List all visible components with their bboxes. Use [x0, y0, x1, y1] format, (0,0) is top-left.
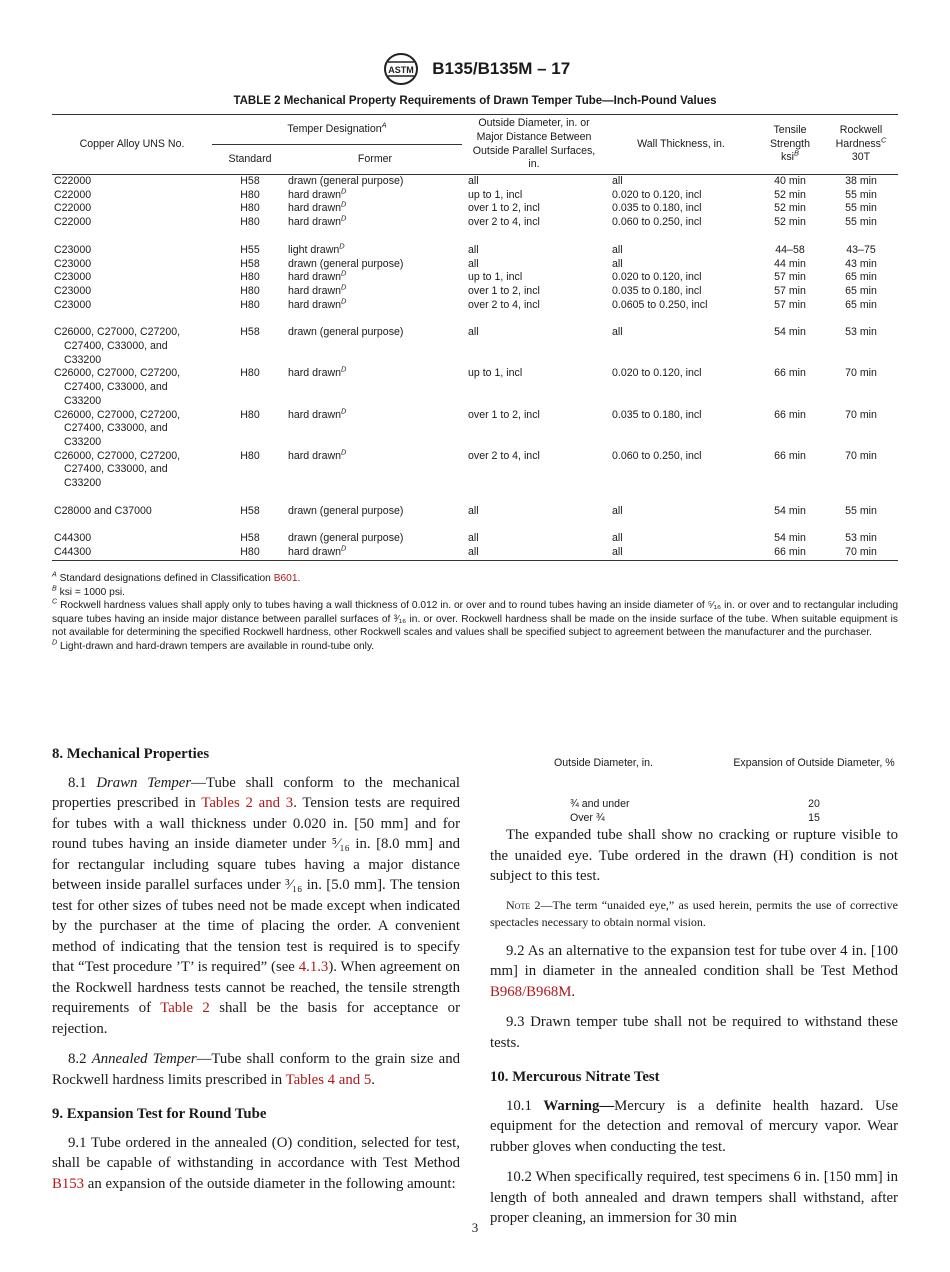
para-9-1: 9.1 Tube ordered in the annealed (O) condition, selected for test, shall be capable of withstanding in accordance with Test Method B153 an expansion of the outside diameter in the following amount:	[52, 1134, 460, 1192]
header-od: Outside Diameter, in. or Major Distance Between Outside Parallel Surfaces, in.	[472, 117, 596, 171]
cell-former: hard drawn$^D$	[288, 296, 347, 311]
cell-wall: 0.020 to 0.120, incl	[612, 367, 702, 380]
table-row	[52, 271, 898, 285]
cell-alloy: C44300	[54, 546, 92, 559]
svg-text:ASTM: ASTM	[388, 65, 414, 75]
cell-standard: H80	[240, 408, 260, 421]
cell-hardness: 70 min	[845, 367, 877, 380]
cell-former: drawn (general purpose)	[288, 175, 404, 187]
cell-tensile: 57 min	[774, 284, 806, 297]
expansion-table	[490, 744, 898, 825]
cell-wall: all	[612, 504, 623, 517]
cell-former: hard drawn$^D$	[288, 543, 347, 559]
cell-hardness: 53 min	[845, 532, 877, 545]
section-8-heading: 8. Mechanical Properties	[52, 746, 210, 762]
cell-od: up to 1, incl	[468, 271, 523, 284]
cell-wall: 0.035 to 0.180, incl	[612, 284, 702, 297]
cell-hardness: 70 min	[845, 546, 877, 559]
table-row	[52, 546, 898, 560]
table-row	[52, 216, 898, 230]
table-row	[52, 326, 898, 367]
cell-tensile: 52 min	[774, 216, 806, 229]
table-row	[52, 175, 898, 189]
cell-alloy: C23000	[54, 284, 92, 297]
cell-wall: all	[612, 546, 623, 559]
exp-header-expansion: Expansion of Outside Diameter, %	[733, 757, 895, 770]
exp-header-od: Outside Diameter, in.	[554, 757, 653, 770]
ref-4-1-3-link[interactable]: 4.1.3	[298, 959, 329, 975]
cell-tensile: 44–58	[775, 243, 805, 256]
cell-od: over 2 to 4, incl	[468, 216, 540, 229]
cell-hardness: 43–75	[846, 243, 876, 256]
cell-standard: H58	[240, 532, 260, 545]
cell-hardness: 55 min	[845, 188, 877, 201]
cell-standard: H80	[240, 188, 260, 201]
footnote-c: $^C$ Rockwell hardness values shall apply only to tubes having a wall thickness of 0.012 in. or over and to round tubes having an inside diameter of ⁵⁄₁₆ in. or over and to rectangular including square tubes having an inside major distance between parallel surfaces of ³⁄₁₆ in. or over. Rockwell hardness shall be made on the inside surface of the tube. When suitable equipment is not available for determining the specified Rockwell hardness, other Rockwell scales and values shall be specified subject to agreement between the manufacturer and the purchaser.	[52, 597, 898, 639]
ref-b601-link[interactable]: B601	[273, 573, 298, 584]
cell-tensile: 66 min	[774, 546, 806, 559]
cell-od: up to 1, incl	[468, 367, 523, 380]
cell-hardness: 53 min	[845, 326, 877, 339]
ref-tables-2-3-link[interactable]: Tables 2 and 3	[201, 795, 294, 811]
cell-wall: 0.020 to 0.120, incl	[612, 271, 702, 284]
section-9-heading: 9. Expansion Test for Round Tube	[52, 1106, 267, 1122]
standard-code: B135/B135M – 17	[432, 59, 571, 78]
cell-standard: H58	[240, 326, 260, 339]
cell-od: all	[468, 532, 479, 545]
table-row: ¾ and under 20	[570, 798, 820, 810]
table-row	[52, 189, 898, 203]
cell-former: hard drawn$^D$	[288, 268, 347, 284]
header-standard: Standard	[212, 145, 288, 175]
cell-tensile: 54 min	[774, 532, 806, 545]
mechanical-property-table	[52, 114, 898, 561]
cell-wall: all	[612, 532, 623, 545]
ref-tables-4-5-link[interactable]: Tables 4 and 5	[285, 1071, 372, 1088]
ref-b968-link[interactable]: B968/B968M	[490, 983, 572, 1000]
table-row	[52, 450, 898, 491]
cell-alloy: C28000 and C37000	[54, 504, 152, 517]
cell-former: hard drawn$^D$	[288, 447, 347, 462]
cell-standard: H80	[240, 449, 260, 462]
table-row	[52, 258, 898, 272]
cell-wall: 0.0605 to 0.250, incl	[612, 298, 708, 311]
cell-former: drawn (general purpose)	[288, 532, 404, 545]
cell-hardness: 70 min	[845, 408, 877, 421]
cell-wall: all	[612, 243, 623, 256]
cell-od: all	[468, 257, 479, 270]
right-column	[490, 744, 898, 1229]
cell-od: over 2 to 4, incl	[468, 449, 540, 462]
cell-standard: H58	[240, 257, 260, 270]
cell-standard: H58	[240, 504, 260, 517]
cell-od: all	[468, 546, 479, 559]
cell-hardness: 55 min	[845, 216, 877, 229]
cell-former: hard drawn$^D$	[288, 186, 347, 201]
cell-tensile: 40 min	[774, 175, 806, 187]
cell-wall: 0.020 to 0.120, incl	[612, 188, 702, 201]
header-rockwell: Rockwell Hardness$^C$ 30T	[835, 123, 887, 164]
cell-former: hard drawn$^D$	[288, 364, 347, 380]
cell-od: over 2 to 4, incl	[468, 298, 540, 311]
para-9-2: 9.2 As an alternative to the expansion test for tube over 4 in. [100 mm] in diameter in the annealed condition shall be Test Method B968/B968M.	[490, 942, 898, 1000]
para-8-1: 8.1 Drawn Temper—Tube shall conform to the mechanical properties prescribed in Tables 2 and 3. Tension tests are required for tubes with a wall thickness under 0.020 in. [50 mm] and for round tubes having an inside diameter under ⁵⁄₁₆ in. [8.0 mm] and for rectangular including square tubes having a major distance between inside parallel surfaces under ³⁄₁₆ in. [5.0 mm]. The tension test for other sizes of tubes need not be made except when indicated by the purchaser at the time of placing the order. A convenient method of indicating that the tension test is required is to specify that “Test procedure ’T’ is required” (see 4.1.3). When agreement on the Rockwell hardness tests cannot be reached, the tensile strength requirements of Table 2 shall be the basis for acceptance or rejection.	[52, 774, 461, 1037]
cell-former: hard drawn$^D$	[288, 406, 347, 421]
cell-former: hard drawn$^D$	[288, 282, 347, 297]
cell-tensile: 54 min	[774, 504, 806, 517]
footnote-d: $^D$ Light-drawn and hard-drawn tempers are available in round-tube only.	[52, 638, 375, 652]
cell-alloy: C23000	[54, 298, 92, 311]
cell-od: all	[468, 243, 479, 256]
cell-hardness: 65 min	[845, 298, 877, 311]
cell-hardness: 70 min	[845, 449, 877, 462]
para-10-1: 10.1 Warning—Mercury is a definite health hazard. Use equipment for the detection and removal of mercury vapor. Wear rubber gloves when conducting the test.	[490, 1097, 899, 1155]
cell-standard: H80	[240, 367, 260, 380]
cell-former: drawn (general purpose)	[288, 326, 404, 339]
footnote-b: $^B$ ksi = 1000 psi.	[52, 584, 126, 598]
cell-alloy: C23000	[54, 243, 92, 256]
cell-tensile: 44 min	[774, 257, 806, 270]
cell-alloy: C26000, C27000, C27200, C27400, C33000, and C33200	[54, 326, 181, 366]
table-row: Over ¾ 15	[570, 811, 820, 824]
cell-wall: all	[612, 326, 623, 339]
cell-former: drawn (general purpose)	[288, 257, 404, 270]
cell-alloy: C23000	[54, 257, 92, 270]
table-row	[52, 409, 898, 450]
para-10-2: 10.2 When specifically required, test specimens 6 in. [150 mm] in length of both annealed and drawn tempers shall withstand, after proper cleaning, an immersion for 30 min	[490, 1169, 898, 1226]
cell-alloy: C26000, C27000, C27200, C27400, C33000, and C33200	[54, 449, 181, 490]
ref-b153-link[interactable]: B153	[52, 1175, 85, 1192]
cell-standard: H58	[240, 175, 260, 187]
row-gap	[52, 312, 898, 326]
cell-former: hard drawn$^D$	[288, 199, 347, 215]
cell-wall: 0.035 to 0.180, incl	[612, 202, 702, 215]
cell-standard: H80	[240, 202, 260, 215]
cell-alloy: C22000	[54, 175, 92, 187]
cell-wall: 0.035 to 0.180, incl	[612, 408, 702, 421]
header-tensile: Tensile Strength ksi$^B$	[769, 123, 811, 164]
astm-logo-icon	[380, 52, 422, 86]
cell-tensile: 54 min	[774, 326, 806, 339]
cell-alloy: C26000, C27000, C27200, C27400, C33000, and C33200	[54, 408, 181, 448]
cell-tensile: 66 min	[774, 367, 806, 380]
table-row	[52, 299, 898, 313]
row-gap	[52, 491, 898, 505]
cell-alloy: C22000	[54, 188, 92, 201]
cell-od: over 1 to 2, incl	[468, 202, 540, 215]
cell-former: light drawn$^D$	[288, 241, 345, 256]
header-alloy: Copper Alloy UNS No.	[79, 137, 185, 150]
cell-standard: H55	[240, 243, 260, 256]
left-column	[52, 744, 460, 1194]
cell-hardness: 55 min	[845, 504, 877, 517]
cell-alloy: C26000, C27000, C27200, C27400, C33000, and C33200	[54, 367, 181, 407]
cell-od: up to 1, incl	[468, 188, 523, 201]
cell-wall: all	[612, 175, 623, 187]
cell-alloy: C23000	[54, 271, 92, 284]
cell-standard: H80	[240, 271, 260, 284]
cell-od: all	[468, 504, 479, 517]
para-8-2: 8.2 Annealed Temper—Tube shall conform to the grain size and Rockwell hardness limits prescribed in Tables 4 and 5.	[52, 1051, 460, 1088]
cell-od: over 1 to 2, incl	[468, 408, 540, 421]
table-row	[52, 532, 898, 546]
header-former: Former	[288, 145, 462, 175]
para-9-1-after: The expanded tube shall show no cracking or rupture visible to the unaided eye. Tube ordered in the drawn (H) condition is not subject to this test.	[490, 827, 898, 884]
section-10-heading: 10. Mercurous Nitrate Test	[490, 1069, 660, 1085]
cell-standard: H80	[240, 216, 260, 229]
cell-alloy: C22000	[54, 202, 92, 215]
page-header	[0, 52, 950, 86]
cell-hardness: 65 min	[845, 284, 877, 297]
cell-hardness: 65 min	[845, 271, 877, 284]
cell-former: hard drawn$^D$	[288, 213, 347, 229]
cell-tensile: 66 min	[774, 408, 806, 421]
cell-wall: 0.060 to 0.250, incl	[612, 449, 702, 462]
table-row	[52, 285, 898, 299]
cell-wall: all	[612, 257, 623, 270]
table-row	[52, 367, 898, 408]
cell-od: all	[468, 175, 479, 187]
cell-former: drawn (general purpose)	[288, 504, 404, 517]
cell-standard: H80	[240, 284, 260, 297]
cell-hardness: 55 min	[845, 202, 877, 215]
cell-tensile: 57 min	[774, 298, 806, 311]
table-row	[52, 202, 898, 216]
table-footnotes	[52, 572, 898, 654]
row-gap	[52, 230, 898, 244]
ref-table-2-link[interactable]: Table 2	[160, 1000, 210, 1016]
cell-alloy: C44300	[54, 532, 92, 545]
cell-alloy: C22000	[54, 216, 92, 229]
cell-hardness: 43 min	[845, 257, 877, 270]
cell-standard: H80	[240, 298, 260, 311]
note-2: Note 2—The term “unaided eye,” as used herein, permits the use of corrective spectacles necessary to obtain normal vision.	[490, 897, 899, 929]
cell-od: over 1 to 2, incl	[468, 284, 540, 297]
table-title: TABLE 2 Mechanical Property Requirements of Drawn Temper Tube—Inch-Pound Values	[233, 95, 717, 107]
header-temper: Temper Designation$^A$	[287, 120, 387, 135]
footnote-a: $^A$ Standard designations defined in Classification B601.	[52, 570, 301, 584]
page-number: 3	[471, 1220, 479, 1235]
cell-tensile: 57 min	[774, 271, 806, 284]
cell-hardness: 38 min	[845, 175, 877, 187]
cell-standard: H80	[240, 546, 260, 559]
cell-wall: 0.060 to 0.250, incl	[612, 216, 702, 229]
table-row	[52, 244, 898, 258]
header-wall: Wall Thickness, in.	[637, 137, 725, 150]
cell-tensile: 52 min	[774, 202, 806, 215]
para-9-3: 9.3 Drawn temper tube shall not be required to withstand these tests.	[490, 1014, 898, 1051]
cell-tensile: 66 min	[774, 449, 806, 462]
cell-tensile: 52 min	[774, 188, 806, 201]
cell-od: all	[468, 326, 479, 339]
row-gap	[52, 518, 898, 532]
table-row	[52, 505, 898, 519]
